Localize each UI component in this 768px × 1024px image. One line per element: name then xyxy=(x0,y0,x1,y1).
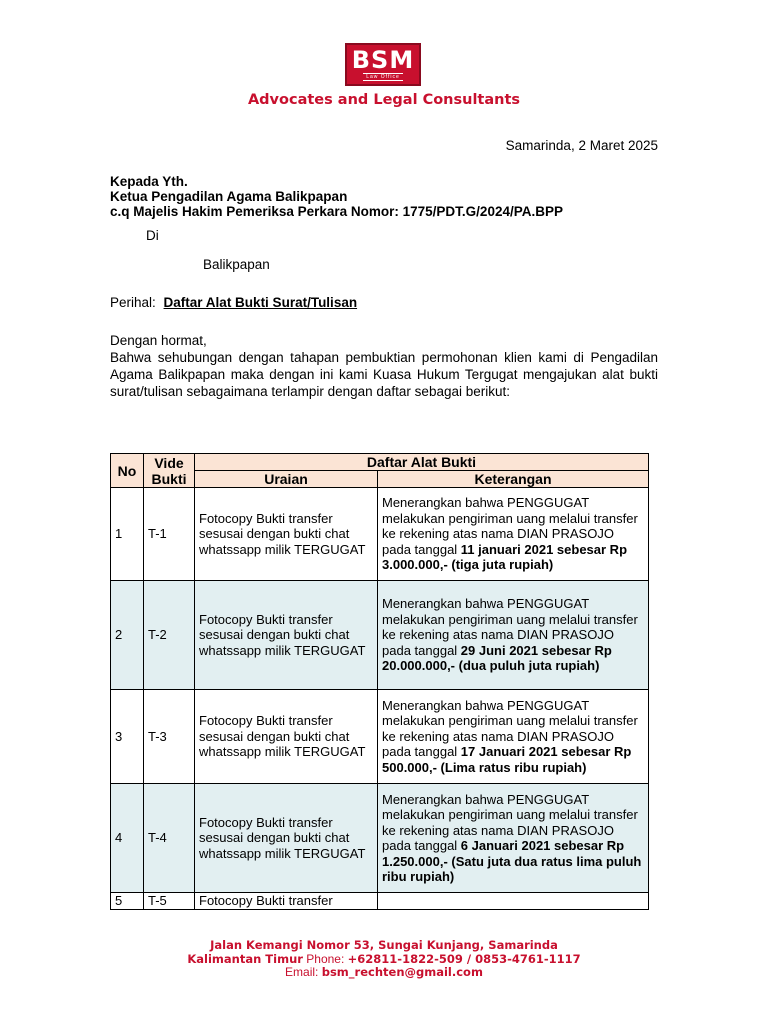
keterangan-bold: 6 Januari 2021 sebesar Rp 1.250.000,- (Satu juta dua ratus lima puluh ribu rupiah) xyxy=(382,838,642,884)
bsm-logo xyxy=(345,43,421,86)
recipient-line-3: c.q Majelis Hakim Pemeriksa Perkara Nomor: 1775/PDT.G/2024/PA.BPP xyxy=(110,204,563,219)
row-keterangan xyxy=(378,581,649,690)
header-keterangan: Keterangan xyxy=(378,471,649,488)
row-no: 5 xyxy=(111,893,144,910)
row-keterangan xyxy=(378,488,649,581)
letter-date: Samarinda, 2 Maret 2025 xyxy=(505,138,658,153)
recipient-city: Balikpapan xyxy=(203,257,270,272)
recipient-line-1: Kepada Yth. xyxy=(110,174,188,189)
row-uraian: Fotocopy Bukti transfer sesusai dengan bukti chat whatssapp milik TERGUGAT xyxy=(195,690,378,784)
subject-line xyxy=(110,295,357,310)
keterangan-text: Menerangkan bahwa PENGGUGAT melakukan pengiriman uang melalui transfer ke rekening atas nama DIAN PRASOJO pada tanggal xyxy=(382,495,638,557)
body-paragraph: Bahwa sehubungan dengan tahapan pembuktian permohonan klien kami di Pengadilan Agama Balikpapan maka dengan ini kami Kuasa Hukum Tergugat mengajukan alat bukti surat/tulisan sebagaimana terlampir dengan daftar sebagai berikut: xyxy=(110,350,658,399)
row-keterangan xyxy=(378,690,649,784)
row-keterangan xyxy=(378,893,649,910)
row-no: 3 xyxy=(111,690,144,784)
row-no: 1 xyxy=(111,488,144,581)
firm-tagline: Advocates and Legal Consultants xyxy=(247,92,521,108)
table-row xyxy=(111,690,649,784)
table-row xyxy=(111,784,649,893)
header-daftar-alat-bukti: Daftar Alat Bukti xyxy=(195,454,649,471)
recipient-line-2: Ketua Pengadilan Agama Balikpapan xyxy=(110,189,348,204)
footer-phone: +62811-1822-509 / 0853-4761-1117 xyxy=(347,951,581,966)
row-uraian: Fotocopy Bukti transfer sesusai dengan bukti chat whatssapp milik TERGUGAT xyxy=(195,784,378,893)
keterangan-bold: 17 Januari 2021 sebesar Rp 500.000,- (Lima ratus ribu rupiah) xyxy=(382,744,632,775)
row-uraian: Fotocopy Bukti transfer xyxy=(195,893,378,910)
keterangan-bold: 11 januari 2021 sebesar Rp 3.000.000,- (tiga juta rupiah) xyxy=(382,541,628,573)
row-uraian: Fotocopy Bukti transfer sesusai dengan bukti chat whatssapp milik TERGUGAT xyxy=(195,581,378,690)
keterangan-text: Menerangkan bahwa PENGGUGAT melakukan pengiriman uang melalui transfer ke rekening atas nama DIAN PRASOJO pada tanggal xyxy=(382,596,638,658)
row-vide: T-1 xyxy=(144,488,195,581)
row-keterangan xyxy=(378,784,649,893)
footer-email-label: Email: xyxy=(285,965,319,979)
greeting: Dengan hormat, xyxy=(110,333,207,348)
footer-phone-label: Phone: xyxy=(306,951,345,966)
subject-label: Perihal: xyxy=(110,295,156,310)
table-row xyxy=(111,488,649,581)
table-row xyxy=(111,893,649,910)
footer-email: bsm_rechten@gmail.com xyxy=(321,965,483,979)
row-vide: T-4 xyxy=(144,784,195,893)
recipient-block xyxy=(110,174,563,219)
footer-address-2: Kalimantan Timur xyxy=(187,951,303,966)
keterangan-text: Menerangkan bahwa PENGGUGAT melakukan pengiriman uang melalui transfer ke rekening atas nama DIAN PRASOJO pada tanggal xyxy=(382,697,638,760)
evidence-table xyxy=(110,453,649,910)
row-vide: T-2 xyxy=(144,581,195,690)
logo-subtext: Law Office xyxy=(363,73,403,81)
header-vide-bukti: Vide Bukti xyxy=(144,454,195,488)
row-no: 2 xyxy=(111,581,144,690)
row-vide: T-5 xyxy=(144,893,195,910)
row-vide: T-3 xyxy=(144,690,195,784)
header-no: No xyxy=(111,454,144,488)
letter-body xyxy=(110,332,658,400)
table-row xyxy=(111,581,649,690)
recipient-di: Di xyxy=(146,228,159,243)
header-uraian: Uraian xyxy=(195,471,378,488)
row-uraian: Fotocopy Bukti transfer sesusai dengan bukti chat whatssapp milik TERGUGAT xyxy=(195,488,378,581)
logo-text: BSM xyxy=(351,46,415,74)
footer-address-1: Jalan Kemangi Nomor 53, Sungai Kunjang, Samarinda xyxy=(210,938,558,952)
row-no: 4 xyxy=(111,784,144,893)
letterhead-footer xyxy=(0,939,768,980)
keterangan-bold: 29 Juni 2021 sebesar Rp 20.000.000,- (dua puluh juta rupiah) xyxy=(382,642,612,674)
keterangan-text: Menerangkan bahwa PENGGUGAT melakukan pengiriman uang melalui transfer ke rekening atas nama DIAN PRASOJO pada tanggal xyxy=(382,791,638,853)
subject-text: Daftar Alat Bukti Surat/Tulisan xyxy=(163,295,358,310)
